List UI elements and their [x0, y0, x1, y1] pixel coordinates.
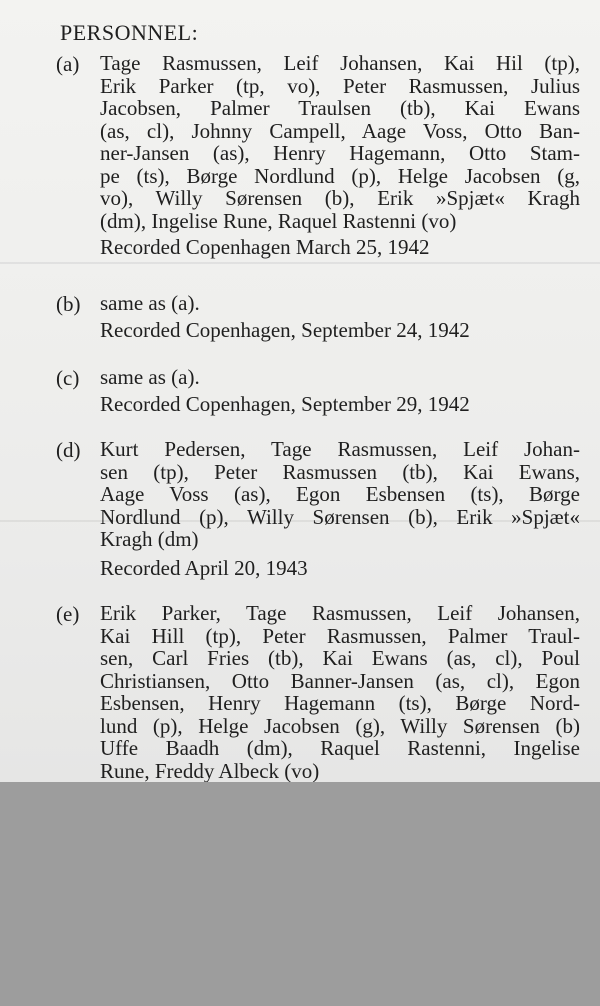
- personnel-line: Rune, Freddy Albeck (vo): [100, 758, 320, 782]
- personnel-line: Erik Parker, Tage Rasmussen, Leif Johansen,: [100, 601, 580, 625]
- section-heading: PERSONNEL:: [60, 20, 199, 45]
- personnel-line: ner-Jansen (as), Henry Hagemann, Otto Stam-: [100, 141, 580, 165]
- personnel-line: sen, Carl Fries (tb), Kai Ewans (as, cl), Poul: [100, 646, 580, 670]
- personnel-line: pe (ts), Børge Nordlund (p), Helge Jacobsen (g,: [100, 163, 580, 188]
- personnel-line: (dm), Ingelise Rune, Raquel Rastenni (vo): [100, 208, 457, 233]
- entry-text: [100, 52, 580, 259]
- entry-label: (b): [56, 292, 81, 316]
- paper-fold: [0, 262, 600, 264]
- personnel-line: same as (a).: [100, 291, 200, 315]
- personnel-line: Erik Parker (tp, vo), Peter Rasmussen, Julius: [100, 73, 580, 98]
- entry-label: (e): [56, 602, 80, 626]
- entry-text: [100, 292, 580, 341]
- personnel-line: Christiansen, Otto Banner-Jansen (as, cl), Egon: [100, 668, 580, 693]
- personnel-line: Nordlund (p), Willy Sørensen (b), Erik »Spjæt«: [100, 504, 580, 529]
- personnel-line: (as, cl), Johnny Campell, Aage Voss, Otto Ban-: [100, 118, 580, 143]
- personnel-line: lund (p), Helge Jacobsen (g), Willy Sørensen (b): [100, 713, 580, 738]
- entry-text: [100, 366, 580, 415]
- personnel-line: Jacobsen, Palmer Traulsen (tb), Kai Ewans: [100, 96, 580, 120]
- personnel-line: same as (a).: [100, 365, 200, 389]
- personnel-line: Kragh (dm): [100, 527, 199, 551]
- personnel-line: Uffe Baadh (dm), Raquel Rastenni, Ingelise: [100, 736, 580, 760]
- recording-info: Recorded April 20, 1943: [100, 555, 308, 580]
- personnel-line: Aage Voss (as), Egon Esbensen (ts), Børge: [100, 482, 580, 506]
- entry-label: (d): [56, 438, 81, 462]
- recording-info: Recorded Copenhagen, September 24, 1942: [100, 317, 470, 342]
- entry-label: (a): [56, 52, 80, 76]
- personnel-line: Tage Rasmussen, Leif Johansen, Kai Hil (tp),: [100, 51, 580, 75]
- personnel-line: sen (tp), Peter Rasmussen (tb), Kai Ewans,: [100, 459, 580, 484]
- personnel-line: Kurt Pedersen, Tage Rasmussen, Leif Johan-: [100, 437, 580, 461]
- personnel-line: Esbensen, Henry Hagemann (ts), Børge Nord-: [100, 691, 580, 715]
- recording-info: Recorded Copenhagen March 25, 1942: [100, 235, 430, 259]
- entry-label: (c): [56, 366, 80, 390]
- background-surface: [0, 782, 600, 1006]
- entry-text: [100, 438, 580, 579]
- entry-text: [100, 602, 580, 782]
- recording-info: Recorded Copenhagen, September 29, 1942: [100, 391, 470, 416]
- personnel-line: Kai Hill (tp), Peter Rasmussen, Palmer Traul-: [100, 623, 580, 648]
- personnel-line: vo), Willy Sørensen (b), Erik »Spjæt« Kragh: [100, 186, 580, 210]
